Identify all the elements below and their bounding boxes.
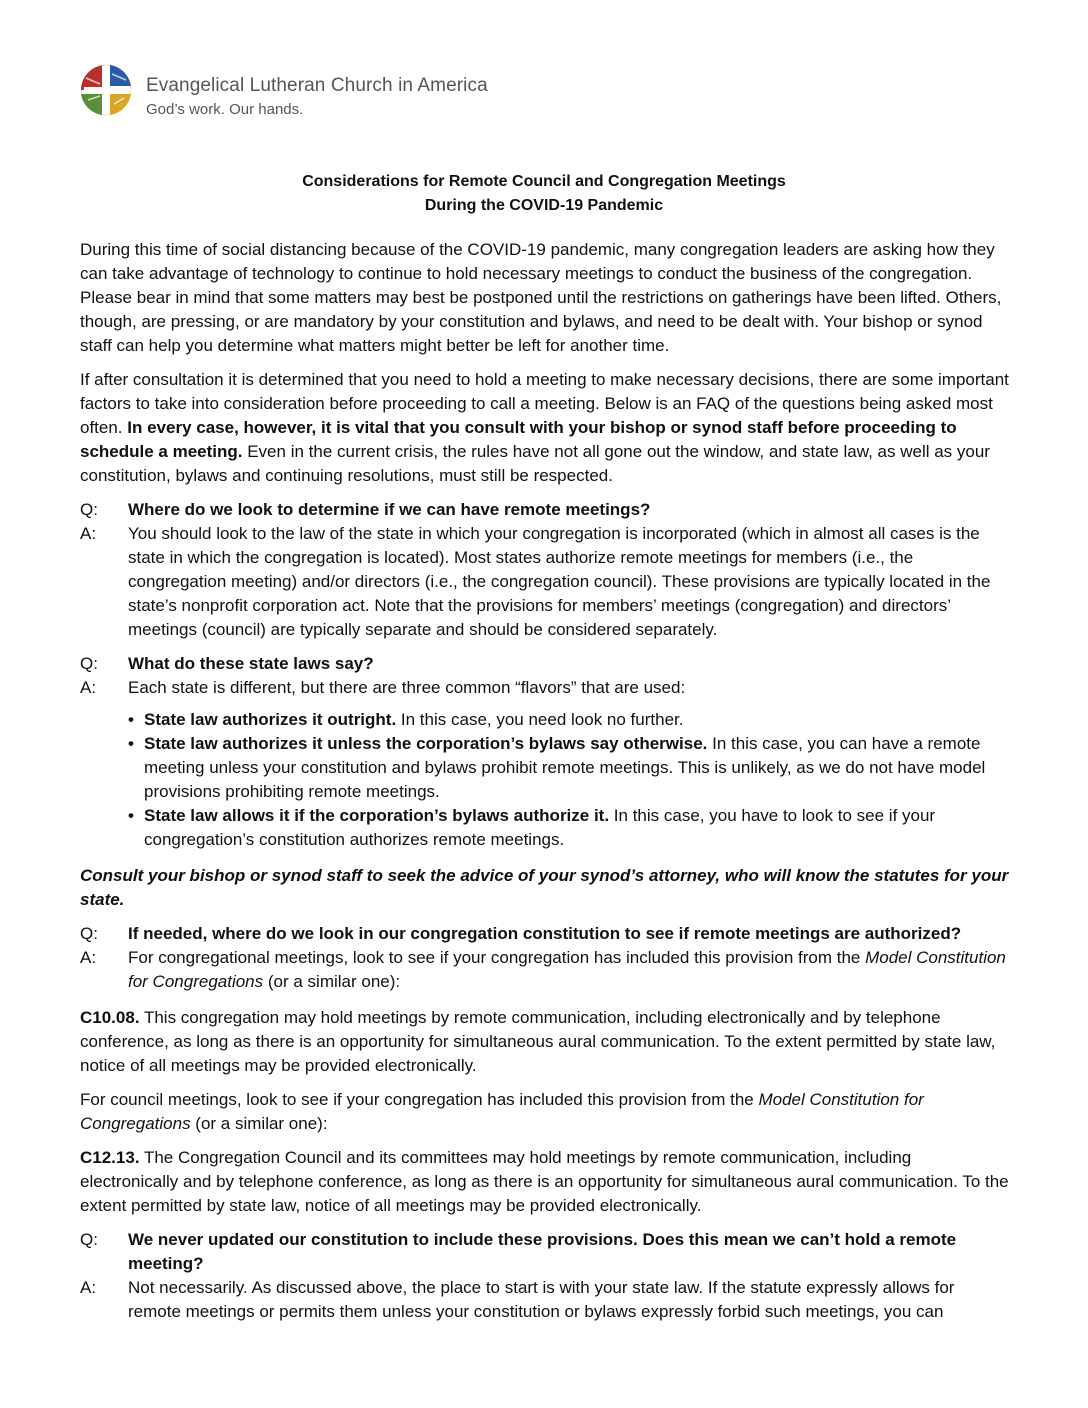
faq-question [80,498,1010,522]
title-line-2: During the COVID-19 Pandemic [424,197,664,214]
question-text: We never updated our constitution to include these provisions. Does this mean we can’t hold a remote meeting? [128,1230,957,1273]
intro-text-end: Even in the current crisis, the rules have not all gone out the window, and state law, as well as your constitution, bylaws and continuing resolutions, must still be respected. [80,442,990,485]
provision-text: The Congregation Council and its committees may hold meetings by remote communication, including electronically and by telephone conference, as long as there is an opportunity for simultaneous aural communication. To the extent permitted by state law, notice of all meetings may be provided electronically. [80,1148,1009,1215]
document-title [0,170,1088,218]
faq-answer [80,522,1010,642]
answer-text: Each state is different, but there are three common “flavors” that are used: [128,678,686,697]
answer-text-end: (or a similar one): [263,972,401,991]
list-item [128,732,1010,804]
list-item [128,804,1010,852]
attorney-note: Consult your bishop or synod staff to seek the advice of your synod’s attorney, who will know the statutes for your state. [80,866,1009,909]
intro-emphasis: In every case, however, it is vital that you consult with your bishop or synod staff before proceeding to schedule a meeting. [80,418,957,461]
intro-text: If after consultation it is determined that you need to hold a meeting to make necessary decisions, there are some important factors to take into consideration before proceeding to call a meeting. Below is an FAQ of the questions being asked most often. [80,370,1009,437]
flavors-list [128,708,1010,852]
faq-answer [80,946,1010,994]
answer-text: You should look to the law of the state in which your congregation is incorporated (which in almost all cases is the state in which the congregation is located). Most states authorize remote meetings for members (i.e., the congregation meeting) and/or directors (i.e., the congregation council). These provisions are typically located in the state’s nonprofit corporation act. Note that the provisions for members’ meetings (congregation) and directors’ meetings (council) are typically separate and should be considered separately. [128,524,991,639]
answer-text [128,946,1010,994]
model-constitution-title: Model Constitution for Congregations [80,1090,924,1133]
tagline: God’s work. Our hands. [146,101,304,118]
elca-cross-logo-icon [80,60,132,120]
answer-text: Not necessarily. As discussed above, the place to start is with your state law. If the statute expressly allows for remote meetings or permits them unless your constitution or bylaws expressly forbid such meetings, you can [128,1278,955,1321]
question-label: Q: [80,924,98,943]
answer-label: A: [80,678,97,697]
intro-paragraph-1: During this time of social distancing because of the COVID-19 pandemic, many congregation leaders are asking how they can take advantage of technology to continue to hold necessary meetings to conduct the business of the congregation. Please bear in mind that some matters may best be postponed until the restrictions on gatherings have been lifted. Others, though, are pressing, or are mandatory by your constitution and bylaws, and need to be dealt with. Your bishop or synod staff can help you determine what matters might better be left for another time. [80,240,1002,355]
list-item-heading: State law authorizes it unless the corporation’s bylaws say otherwise. [144,734,708,753]
council-meetings-text [80,1088,1010,1136]
faq-answer [80,676,1010,700]
answer-text-end: (or a similar one): [190,1114,328,1133]
question-label: Q: [80,654,98,673]
faq-question [80,922,1010,946]
question-text: Where do we look to determine if we can have remote meetings? [128,500,651,519]
question-label: Q: [80,500,98,519]
model-constitution-title: Model Constitution for Congregations [128,948,1006,991]
list-item [128,708,1010,732]
constitution-provision [80,1146,1010,1218]
question-text: If needed, where do we look in our congregation constitution to see if remote meetings are authorized? [128,924,962,943]
provision-number: C10.08. [80,1008,140,1027]
provision-text: This congregation may hold meetings by remote communication, including electronically and by telephone conference, as long as there is an opportunity for simultaneous aural communication. To the extent permitted by state law, notice of all meetings may be provided electronically. [80,1008,996,1075]
faq-question [80,652,1010,676]
header [80,60,680,122]
answer-text-part: For council meetings, look to see if your congregation has included this provision from the [80,1090,759,1109]
title-line-1: Considerations for Remote Council and Congregation Meetings [302,173,786,190]
org-name: Evangelical Lutheran Church in America [146,75,488,96]
constitution-provision [80,1006,1010,1078]
question-label: Q: [80,1230,98,1249]
answer-text-part: For congregational meetings, look to see if your congregation has included this provision from the [128,948,866,967]
list-item-heading: State law authorizes it outright. [144,710,397,729]
document-body [80,238,1010,1324]
list-item-text: In this case, you need look no further. [396,710,684,729]
question-text: What do these state laws say? [128,654,374,673]
provision-number: C12.13. [80,1148,140,1167]
list-item-text: In this case, you have to look to see if your congregation’s constitution authorizes remote meetings. [144,806,936,849]
answer-label: A: [80,1278,97,1297]
answer-label: A: [80,524,97,543]
answer-label: A: [80,948,97,967]
list-item-text: In this case, you can have a remote meeting unless your constitution and bylaws prohibit remote meetings. This is unlikely, as we do not have model provisions prohibiting remote meetings. [144,734,986,801]
faq-answer [80,1276,1010,1324]
faq-question [80,1228,1010,1276]
list-item-heading: State law allows it if the corporation’s bylaws authorize it. [144,806,610,825]
intro-paragraph-2 [80,368,1010,488]
